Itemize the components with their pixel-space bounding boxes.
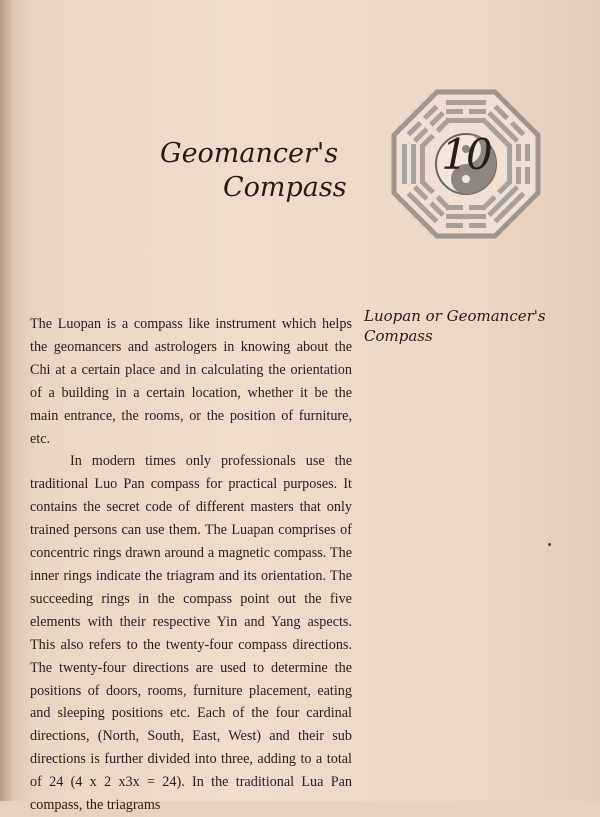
- paragraph-2: In modern times only professionals use the traditional Luo Pan compass for practical purposes. It contains the secret code of different masters that only trained persons can use them. The Luapan comprises of concentric rings drawn around a magnetic compass. The inner rings indicate the triagram and its orientation. The succeeding rings in the compass point out the five elements with their respective Yin and Yang aspects. This also refers to the twenty-four compass directions. The twenty-four directions are used to determine the positions of doors, rooms, furniture placement, eating and sleeping positions etc. Each of the four cardinal directions, (North, South, East, West) and their sub directions is further divided into three, adding to a total of 24 (4 x 2 x3x = 24). In the traditional Lua Pan compass, the triagrams: [30, 453, 352, 814]
- paper-speck: [548, 543, 551, 546]
- spine-shadow: [0, 0, 14, 801]
- paragraph-1: The Luopan is a compass like instrument which helps the geomancers and astrologers in knowing about the Chi at a certain place and in calculating the orientation of a building in a certain location, whether it be the main entrance, the rooms, or the position of furniture, etc.: [30, 316, 352, 447]
- chapter-number: 10: [441, 130, 491, 179]
- chapter-title-line2: Compass: [223, 172, 347, 203]
- chapter-title-line1: Geomancer's: [160, 138, 339, 169]
- body-text: [30, 313, 352, 817]
- margin-note: Luopan or Geomancer's Compass: [364, 307, 546, 345]
- chapter-title: [160, 137, 390, 205]
